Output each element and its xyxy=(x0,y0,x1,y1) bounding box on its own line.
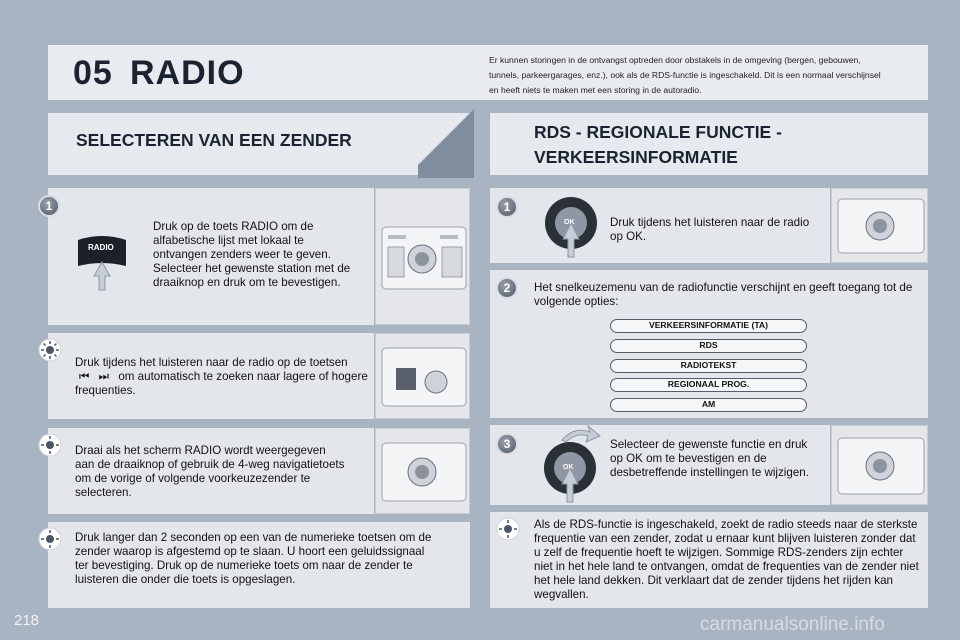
ok-knob-label: OK xyxy=(564,219,575,226)
left-step1-text: Druk op de toets RADIO om de alfabetische lijst met lokaal te ontvangen zenders weer te geven. Selecteer het gewenste station met de draaiknop en druk om te bevestigen. xyxy=(153,220,351,289)
step-badge-1: 1 xyxy=(496,196,518,218)
left-tip1-text: Druk tijdens het luisteren naar de radio op de toetsen ⏮ ⏭ om automatisch te zoeken naar lagere of hogere frequenties. xyxy=(75,356,368,397)
tip-icon xyxy=(38,338,62,362)
knob-press-icon xyxy=(541,195,601,261)
step-badge-3: 3 xyxy=(496,433,518,455)
menu-option-am[interactable]: AM xyxy=(610,398,807,412)
step-badge-2: 2 xyxy=(496,277,518,299)
radio-unit-icon xyxy=(832,426,929,506)
radio-unit-icon xyxy=(832,189,929,264)
menu-option-radiotext[interactable]: RADIOTEKST xyxy=(610,359,807,373)
right-step3-text: Selecteer de gewenste functie en druk op OK om te bevestigen en de desbetreffende instellingen te wijzigen. xyxy=(610,438,809,479)
right-step1-text: Druk tijdens het luisteren naar de radio op OK. xyxy=(610,216,810,243)
section-heading-rds: RDS - REGIONALE FUNCTIE - VERKEERSINFORMATIE xyxy=(534,122,782,167)
left-tip2-radio-thumbnail xyxy=(375,428,470,514)
press-arrow-icon xyxy=(74,232,130,292)
left-tip3-text: Druk langer dan 2 seconden op een van de numerieke toetsen om de zender waarop is afgestemd op te slaan. U hoort een geluidssignaal ter bevestiging. Druk op de numerieke toets om naar de zender te luisteren die onder die toets is opgeslagen. xyxy=(75,531,432,586)
radio-button-label: RADIO xyxy=(88,243,114,252)
seek-back-icon: ⏮ xyxy=(79,370,90,383)
ok-knob-illustration xyxy=(541,195,601,261)
radio-button-illustration xyxy=(74,232,130,288)
radio-unit-icon xyxy=(376,334,471,420)
left-step1-radio-thumbnail xyxy=(375,188,470,325)
right-step2-text: Het snelkeuzemenu van de radiofunctie verschijnt en geeft toegang tot de volgende opties: xyxy=(534,281,913,308)
ok-knob-label: OK xyxy=(563,464,574,471)
diagonal-stripe-decoration xyxy=(418,100,474,178)
seek-forward-icon: ⏭ xyxy=(98,370,110,383)
header-note: Er kunnen storingen in de ontvangst optreden door obstakels in de omgeving (bergen, gebouwen, tunnels, parkeergarages, enz.), ook als de RDS-functie is ingeschakeld. Dit is een normaal verschijnsel en heeft niets te maken met een storing in de autoradio. xyxy=(489,55,881,95)
menu-option-traffic-info[interactable]: VERKEERSINFORMATIE (TA) xyxy=(610,319,807,333)
page-number: 218 xyxy=(14,612,40,629)
right-step1-radio-thumbnail xyxy=(831,188,928,263)
menu-option-regional-prog[interactable]: REGIONAAL PROG. xyxy=(610,378,807,392)
radio-unit-icon xyxy=(376,429,471,515)
tip-icon xyxy=(38,433,62,457)
chapter-title: RADIO xyxy=(130,54,245,92)
tip-icon xyxy=(38,527,62,551)
watermark: carmanualsonline.info xyxy=(700,614,885,635)
section-heading-select-station: SELECTEREN VAN EEN ZENDER xyxy=(76,130,352,150)
right-tip-text: Als de RDS-functie is ingeschakeld, zoekt de radio steeds naar de sterkste frequentie van een zender, zodat u ernaar kunt blijven luisteren zonder dat u zelf de frequentie hoeft te wijzigen. Sommige RDS-zenders zijn echter niet in het hele land te ontvangen, omdat de frequenties van de zender niet het hele land dekken. Dit verklaart dat de zender tijdens het rijden kan wegvallen. xyxy=(534,518,919,601)
chapter-number: 05 xyxy=(73,54,113,92)
step-badge-1: 1 xyxy=(38,195,60,217)
right-step3-radio-thumbnail xyxy=(831,425,928,505)
radio-unit-icon xyxy=(376,189,471,326)
left-tip1-radio-thumbnail xyxy=(375,333,470,419)
left-tip2-text: Draai als het scherm RADIO wordt weergegeven aan de draaiknop of gebruik de 4-weg navigatietoets om de vorige of volgende voorkeuzezender te selecteren. xyxy=(75,444,345,499)
tip-icon xyxy=(496,517,520,541)
menu-option-rds[interactable]: RDS xyxy=(610,339,807,353)
